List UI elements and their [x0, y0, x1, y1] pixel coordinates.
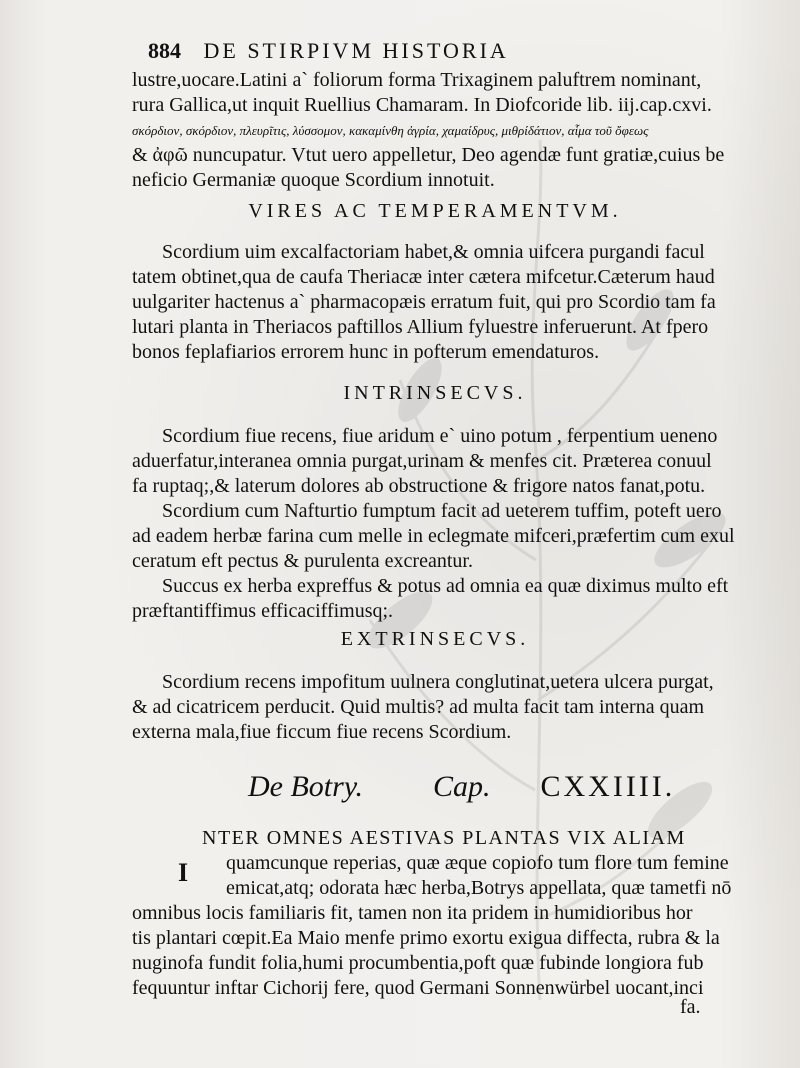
- chapter-number: CXXIIII.: [540, 770, 676, 803]
- text-line: præftantiffimus efficaciffimusq;.: [132, 600, 394, 622]
- running-title: DE STIRPIVM HISTORIA: [203, 38, 509, 63]
- text-line: tatem obtinet,qua de caufa Theriacæ inter cætera mifcetur.Cæterum haud: [132, 266, 715, 288]
- text-line: & ad cicatricem perducit. Quid multis? ad multa facit tam interna quam: [132, 696, 705, 718]
- text-line: & ἀφῶ nuncupatur. Vtut uero appelletur, Deo agendæ funt gratiæ,cuius be: [132, 144, 725, 166]
- text-line: Scordium recens impofitum uulnera conglutinat,uetera ulcera purgat,: [162, 671, 714, 693]
- chapter-cap-label: Cap.: [432, 770, 491, 803]
- text-line: bonos feplafiarios errorem hunc in pofterum emendaturos.: [132, 341, 600, 363]
- section-heading-extrinsecus: EXTRINSECVS.: [340, 628, 530, 650]
- section-heading-vires: VIRES AC TEMPERAMENTVM.: [248, 200, 622, 222]
- drop-initial: I: [178, 858, 189, 887]
- greek-synonyms-line: σκόρδιον, σκόρδιον, πλευρῖτις, λύσσομον, κακαμίνθη ἀγρία, χαμαίδρυς, μιθρίδάτιον, αἷμα τοῦ ὄφεως: [132, 123, 649, 138]
- text-line: Scordium cum Nafturtio fumptum facit ad ueterem tuffim, poteft uero: [162, 500, 722, 522]
- paragraph-intrinsecus: [132, 424, 738, 624]
- paragraph-vires: [132, 240, 738, 365]
- running-header: [148, 38, 768, 64]
- catchword: fa.: [680, 996, 701, 1018]
- paragraph-extrinsecus: [132, 670, 738, 745]
- text-line: rura Gallica,ut inquit Ruellius Chamaram. In Diofcoride lib. iij.cap.cxvi.: [132, 94, 712, 116]
- text-line: ad eadem herbæ farina cum melle in eclegmate mifceri,præfertim cum exul: [132, 525, 735, 547]
- text-line: uulgariter hactenus a` pharmacopæis erratum fuit, qui pro Scordio tam fa: [132, 291, 716, 313]
- text-line: omnibus locis familiaris fit, tamen non ita pridem in humidioribus hor: [132, 902, 693, 924]
- chapter-title: [248, 770, 675, 804]
- intro-paragraph: [132, 68, 738, 193]
- text-line: Succus ex herba expreffus & potus ad omnia ea quæ diximus multo eft: [162, 575, 729, 597]
- text-line: nuginofa fundit folia,humi procumbentia,poft quæ fubinde longiora fub: [132, 952, 704, 974]
- page-number: 884: [148, 38, 181, 63]
- text-line: tis plantari cœpit.Ea Maio menfe primo exortu exigua diffecta, rubra & la: [132, 927, 720, 949]
- text-line: fa ruptaq;,& laterum dolores ab obstructione & frigore natos fanat,potu.: [132, 475, 706, 497]
- section-heading-intrinsecus: INTRINSECVS.: [343, 382, 527, 404]
- text-line: lustre,uocare.Latini a` foliorum forma Trixaginem paluftrem nominant,: [132, 69, 702, 91]
- paragraph-botrys: [196, 826, 738, 901]
- text-line: Scordium uim excalfactoriam habet,& omnia uifcera purgandi facul: [162, 241, 705, 263]
- text-line: externa mala,fiue ficcum fiue recens Scordium.: [132, 721, 512, 743]
- text-line: aduerfatur,interanea omnia purgat,urinam & menfes cit. Præterea conuul: [132, 450, 712, 472]
- chapter-name: De Botry.: [248, 770, 363, 803]
- text-line: emicat,atq; odorata hæc herba,Botrys appellata, quæ tametfi nō: [226, 877, 732, 899]
- text-line: neficio Germaniæ quoque Scordium innotuit.: [132, 169, 495, 191]
- paragraph-botrys-continued: [132, 901, 738, 1001]
- text-line: Scordium fiue recens, fiue aridum e` uino potum , ferpentium ueneno: [162, 425, 718, 447]
- text-line: lutari planta in Theriacos paftillos Allium fyluestre inferuerunt. At fpero: [132, 316, 709, 338]
- text-line: quamcunque reperias, quæ æque copiofo tum flore tum femine: [226, 852, 729, 874]
- text-line: NTER OMNES AESTIVAS PLANTAS VIX ALIAM: [202, 827, 686, 849]
- text-line: ceratum eft pectus & purulenta excreantur.: [132, 550, 473, 572]
- text-line: fequuntur inftar Cichorij fere, quod Germani Sonnenwürbel uocant,inci: [132, 977, 704, 999]
